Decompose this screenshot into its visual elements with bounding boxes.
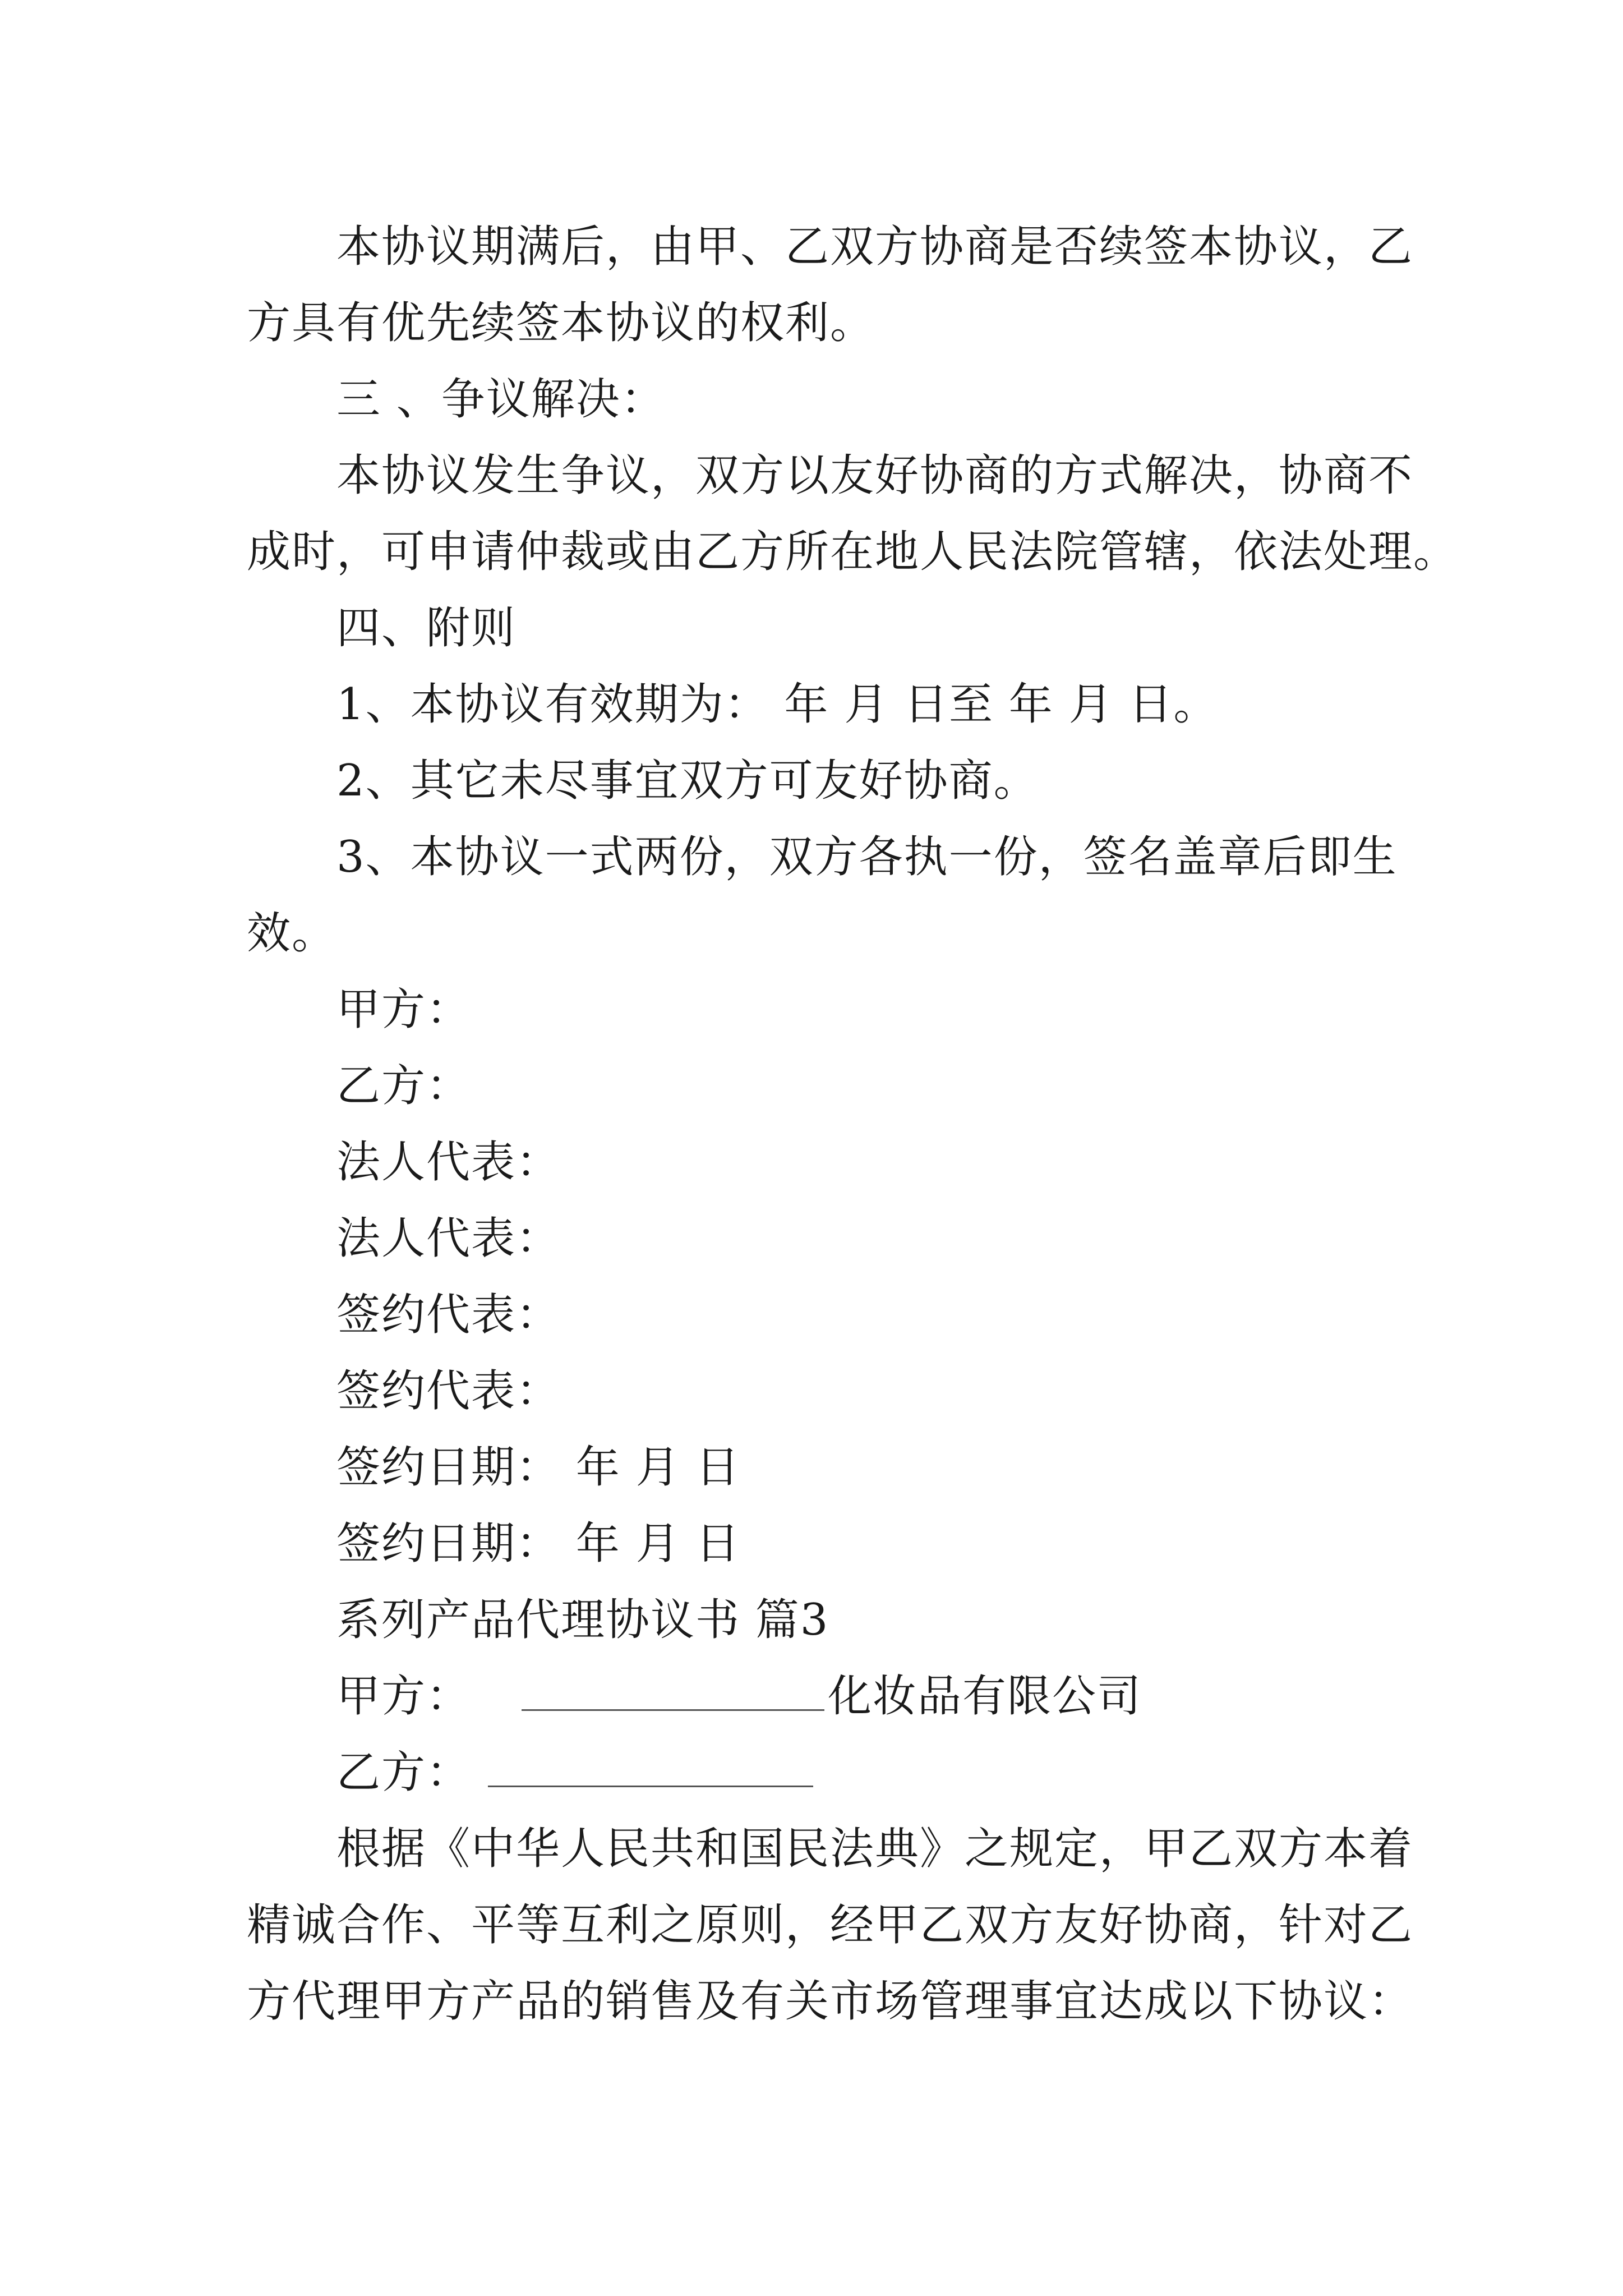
signature-legal-rep-a: 法人代表： — [336, 1137, 561, 1188]
party-b-blank — [488, 1746, 813, 1787]
paragraph-renewal-line1: 本协议期满后，由甲、乙双方协商是否续签本协议，乙 — [336, 222, 1414, 272]
party-a-suffix: 化妆品有限公司 — [828, 1671, 1142, 1722]
appendix-item-copies-line2: 效。 — [247, 908, 337, 959]
paragraph-basis-line2: 精诚合作、平等互利之原则，经甲乙双方友好协商，针对乙 — [247, 1900, 1414, 1950]
paragraph-renewal-line2: 方具有优先续签本协议的权利。 — [247, 298, 875, 348]
section-title-part3: 系列产品代理协议书 篇3 — [336, 1595, 829, 1645]
paragraph-dispute-line1: 本协议发生争议，双方以友好协商的方式解决，协商不 — [336, 450, 1414, 501]
appendix-item-validity: 1、本协议有效期为： 年 月 日至 年 月 日。 — [336, 679, 1219, 730]
appendix-item-other-matters: 2、其它未尽事宜双方可友好协商。 — [336, 756, 1039, 806]
appendix-item-copies-line1: 3、本协议一式两份，双方各执一份，签名盖章后即生 — [336, 832, 1398, 882]
signature-legal-rep-b: 法人代表： — [336, 1213, 561, 1264]
party-b-line — [336, 1746, 817, 1800]
signature-party-b: 乙方： — [336, 1061, 472, 1111]
section-heading-appendix: 四、附则 — [336, 603, 517, 654]
signature-date-a: 签约日期： 年 月 日 — [336, 1442, 741, 1493]
signature-sign-rep-a: 签约代表： — [336, 1290, 561, 1340]
signature-sign-rep-b: 签约代表： — [336, 1366, 561, 1416]
party-a-blank — [522, 1670, 824, 1711]
party-a-line — [336, 1669, 1142, 1723]
signature-party-a: 甲方： — [336, 984, 472, 1035]
paragraph-basis-line1: 根据《中华人民共和国民法典》之规定，甲乙双方本着 — [336, 1824, 1414, 1874]
party-a-label: 甲方： — [336, 1671, 472, 1722]
party-b-label: 乙方： — [336, 1747, 472, 1798]
paragraph-basis-line3: 方代理甲方产品的销售及有关市场管理事宜达成以下协议： — [247, 1976, 1414, 2027]
paragraph-dispute-line2: 成时，可申请仲裁或由乙方所在地人民法院管辖，依法处理。 — [247, 527, 1459, 577]
section-heading-dispute: 三 、争议解决： — [336, 374, 666, 425]
signature-date-b: 签约日期： 年 月 日 — [336, 1519, 741, 1569]
